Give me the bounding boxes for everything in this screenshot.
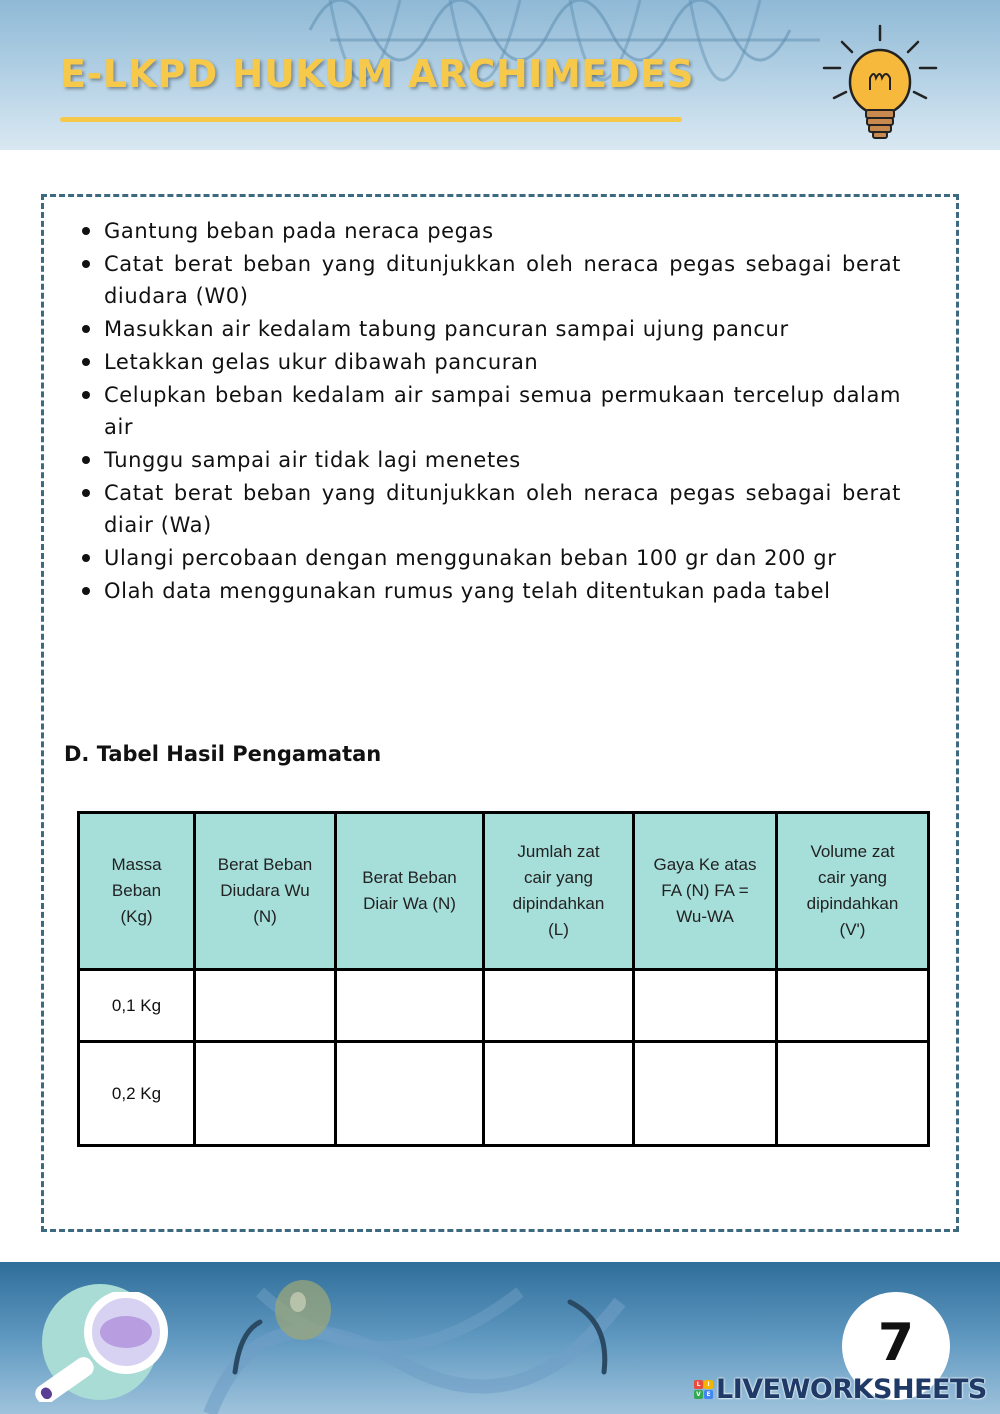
table-header-row <box>79 813 929 970</box>
header-berat-diudara: Berat Beban Diudara Wu (N) <box>195 813 336 970</box>
brand-mark-icon: L I V E <box>694 1380 713 1399</box>
list-item: Olah data menggunakan rumus yang telah ditentukan pada tabel <box>104 575 901 608</box>
list-item: Letakkan gelas ukur dibawah pancuran <box>104 346 901 379</box>
list-item: Catat berat beban yang ditunjukkan oleh neraca pegas sebagai berat diudara (W0) <box>104 248 901 313</box>
list-item: Gantung beban pada neraca pegas <box>104 215 901 248</box>
cell-input[interactable] <box>336 970 484 1042</box>
list-item: Catat berat beban yang ditunjukkan oleh neraca pegas sebagai berat diair (Wa) <box>104 477 901 542</box>
cell-massa: 0,1 Kg <box>79 970 195 1042</box>
title-underline <box>60 117 682 122</box>
cell-input[interactable] <box>195 970 336 1042</box>
observation-table <box>77 811 930 1147</box>
cell-input[interactable] <box>634 1042 777 1146</box>
cell-input[interactable] <box>777 1042 929 1146</box>
cell-input[interactable] <box>336 1042 484 1146</box>
header-volume-zat-cair: Volume zat cair yang dipindahkan (V') <box>777 813 929 970</box>
page-footer <box>0 1262 1000 1414</box>
table-row <box>79 1042 929 1146</box>
section-title: D. Tabel Hasil Pengamatan <box>64 742 382 766</box>
header-berat-diair: Berat Beban Diair Wa (N) <box>336 813 484 970</box>
list-item: Masukkan air kedalam tabung pancuran sampai ujung pancur <box>104 313 901 346</box>
header-massa-beban: Massa Beban (Kg) <box>79 813 195 970</box>
light-bulb-icon <box>820 20 940 145</box>
brand-text: LIVEWORKSHEETS <box>716 1374 987 1405</box>
cell-massa: 0,2 Kg <box>79 1042 195 1146</box>
table-row <box>79 970 929 1042</box>
magnifier-icon <box>28 1292 178 1402</box>
header-gaya-keatas: Gaya Ke atas FA (N) FA = Wu-WA <box>634 813 777 970</box>
cell-input[interactable] <box>777 970 929 1042</box>
cell-input[interactable] <box>195 1042 336 1146</box>
page-title: E-LKPD HUKUM ARCHIMEDES <box>60 52 694 96</box>
content-box <box>41 194 959 1232</box>
cell-input[interactable] <box>484 1042 634 1146</box>
page-number: 7 <box>877 1313 915 1373</box>
list-item: Tunggu sampai air tidak lagi menetes <box>104 444 901 477</box>
header-jumlah-zat-cair: Jumlah zat cair yang dipindahkan (L) <box>484 813 634 970</box>
cell-input[interactable] <box>484 970 634 1042</box>
page-header <box>0 0 1000 150</box>
list-item: Celupkan beban kedalam air sampai semua permukaan tercelup dalam air <box>104 379 901 444</box>
cell-input[interactable] <box>634 970 777 1042</box>
procedure-list <box>104 215 901 607</box>
liveworksheets-logo[interactable] <box>694 1374 987 1405</box>
list-item: Ulangi percobaan dengan menggunakan beban 100 gr dan 200 gr <box>104 542 901 575</box>
